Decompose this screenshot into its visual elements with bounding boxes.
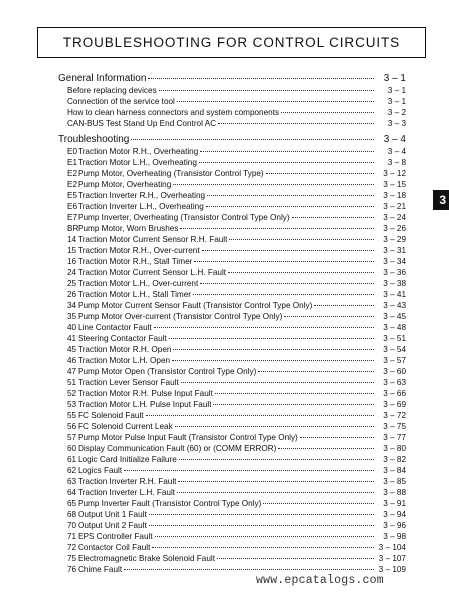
leader-dots bbox=[124, 569, 374, 570]
leader-dots bbox=[149, 514, 374, 515]
page-number: 3 – 72 bbox=[383, 411, 406, 420]
toc-entry[interactable] bbox=[58, 377, 406, 388]
general-items-list bbox=[58, 85, 406, 129]
leader-dots bbox=[146, 415, 374, 416]
toc-entry[interactable] bbox=[58, 553, 406, 564]
leader-dots bbox=[178, 481, 374, 482]
error-code: E2 bbox=[67, 169, 78, 178]
toc-entry[interactable] bbox=[58, 432, 406, 443]
error-code: 14 bbox=[67, 235, 77, 244]
leader-dots bbox=[217, 558, 374, 559]
page-number: 3 – 94 bbox=[383, 510, 406, 519]
leader-dots bbox=[200, 283, 374, 284]
leader-dots bbox=[207, 195, 374, 196]
page-number: 3 – 54 bbox=[383, 345, 406, 354]
toc-entry-title: Pump Motor Pulse Input Fault (Transistor Control Type Only) bbox=[78, 433, 298, 442]
leader-dots bbox=[124, 470, 374, 471]
page-number: 3 – 38 bbox=[383, 279, 406, 288]
toc-entry-title: Output Unit 2 Fault bbox=[78, 521, 147, 530]
leader-dots bbox=[149, 525, 374, 526]
toc-entry-title: Connection of the service tool bbox=[67, 97, 175, 106]
toc-entry[interactable] bbox=[58, 531, 406, 542]
leader-dots bbox=[155, 536, 374, 537]
toc-entry-title: Before replacing devices bbox=[67, 86, 157, 95]
toc-entry-title: Pump Motor Current Sensor Fault (Transistor Control Type Only) bbox=[78, 301, 313, 310]
page-number: 3 – 2 bbox=[387, 108, 406, 117]
error-code: 16 bbox=[67, 257, 77, 266]
error-code: 75 bbox=[67, 554, 77, 563]
toc-entry-title: Traction Motor R.H. Pulse Input Fault bbox=[78, 389, 213, 398]
error-code: 61 bbox=[67, 455, 77, 464]
toc-entry[interactable] bbox=[58, 355, 406, 366]
error-code: E7 bbox=[67, 213, 78, 222]
toc-entry[interactable] bbox=[58, 157, 406, 168]
page-number: 3 – 57 bbox=[383, 356, 406, 365]
toc-entry[interactable] bbox=[58, 388, 406, 399]
leader-dots bbox=[181, 382, 374, 383]
error-code: 76 bbox=[67, 565, 77, 574]
toc-entry[interactable] bbox=[58, 399, 406, 410]
error-code: E1 bbox=[67, 158, 78, 167]
troubleshooting-items-list bbox=[58, 146, 406, 575]
error-code: E2 bbox=[67, 180, 78, 189]
toc-entry-title: FC Solenoid Current Leak bbox=[78, 422, 173, 431]
toc-entry[interactable] bbox=[58, 465, 406, 476]
error-code: E6 bbox=[67, 202, 78, 211]
error-code: 70 bbox=[67, 521, 77, 530]
toc-entry-title: Output Unit 1 Fault bbox=[78, 510, 147, 519]
leader-dots bbox=[173, 349, 374, 350]
page-number: 3 – 85 bbox=[383, 477, 406, 486]
page-number: 3 – 91 bbox=[383, 499, 406, 508]
error-code: 68 bbox=[67, 510, 77, 519]
error-code: 71 bbox=[67, 532, 77, 541]
toc-entry-title: Traction Motor Current Sensor R.H. Fault bbox=[78, 235, 228, 244]
page-number: 3 – 88 bbox=[383, 488, 406, 497]
section-heading-label: Troubleshooting bbox=[58, 134, 130, 145]
toc-entry[interactable] bbox=[58, 118, 406, 129]
page-number: 3 – 69 bbox=[383, 400, 406, 409]
section-heading-label: General Information bbox=[58, 73, 147, 84]
toc-entry-title: Traction Motor R.H., Overheating bbox=[78, 147, 199, 156]
page-number: 3 – 12 bbox=[383, 169, 406, 178]
page-number: 3 – 109 bbox=[378, 565, 406, 574]
toc-entry[interactable] bbox=[58, 421, 406, 432]
toc-entry-title: FC Solenoid Fault bbox=[78, 411, 144, 420]
error-code: 56 bbox=[67, 422, 77, 431]
error-code: 52 bbox=[67, 389, 77, 398]
leader-dots bbox=[263, 503, 374, 504]
leader-dots bbox=[180, 228, 374, 229]
page-number: 3 – 36 bbox=[383, 268, 406, 277]
page-number: 3 – 96 bbox=[383, 521, 406, 530]
toc-entry[interactable] bbox=[58, 498, 406, 509]
error-code: 53 bbox=[67, 400, 77, 409]
page-title: TROUBLESHOOTING FOR CONTROL CIRCUITS bbox=[62, 35, 401, 50]
page-number: 3 – 1 bbox=[387, 97, 406, 106]
leader-dots bbox=[200, 151, 374, 152]
toc-entry[interactable] bbox=[58, 520, 406, 531]
error-code: 57 bbox=[67, 433, 77, 442]
toc-entry[interactable] bbox=[58, 487, 406, 498]
toc-entry-title: Traction Inverter R.H., Overheating bbox=[78, 191, 206, 200]
page-number: 3 – 21 bbox=[383, 202, 406, 211]
toc-entry[interactable] bbox=[58, 454, 406, 465]
error-code: 65 bbox=[67, 499, 77, 508]
page-number: 3 – 98 bbox=[383, 532, 406, 541]
toc-entry-title: Pump Motor, Overheating (Transistor Control Type) bbox=[78, 169, 264, 178]
toc-entry-title: Pump Inverter, Overheating (Transistor Control Type Only) bbox=[78, 213, 290, 222]
page-number: 3 – 48 bbox=[383, 323, 406, 332]
toc-entry-title: Chime Fault bbox=[78, 565, 123, 574]
leader-dots bbox=[194, 261, 374, 262]
page-number: 3 – 41 bbox=[383, 290, 406, 299]
error-code: E0 bbox=[67, 147, 78, 156]
leader-dots bbox=[228, 272, 374, 273]
toc-entry[interactable] bbox=[58, 234, 406, 245]
toc-entry[interactable] bbox=[58, 179, 406, 190]
leader-dots bbox=[175, 426, 374, 427]
leader-dots bbox=[278, 448, 374, 449]
toc-entry[interactable] bbox=[58, 333, 406, 344]
toc-entry[interactable] bbox=[58, 278, 406, 289]
page-number: 3 – 60 bbox=[383, 367, 406, 376]
toc-entry[interactable] bbox=[58, 146, 406, 157]
toc-entry[interactable] bbox=[58, 168, 406, 179]
toc-entry-title: Pump Motor Over-current (Transistor Control Type Only) bbox=[78, 312, 283, 321]
toc-entry-title: Traction Motor L.H., Over-current bbox=[78, 279, 199, 288]
toc-entry[interactable] bbox=[58, 96, 406, 107]
leader-dots bbox=[172, 360, 374, 361]
leader-dots bbox=[266, 173, 374, 174]
page-number: 3 – 107 bbox=[378, 554, 406, 563]
page-number: 3 – 82 bbox=[383, 455, 406, 464]
leader-dots bbox=[213, 404, 374, 405]
toc-entry[interactable] bbox=[58, 201, 406, 212]
section-heading-troubleshooting[interactable] bbox=[58, 134, 406, 146]
page-number: 3 – 104 bbox=[378, 543, 406, 552]
leader-dots bbox=[229, 239, 374, 240]
error-code: E5 bbox=[67, 191, 78, 200]
leader-dots bbox=[215, 393, 374, 394]
page-number: 3 – 51 bbox=[383, 334, 406, 343]
toc-entry[interactable] bbox=[58, 311, 406, 322]
page-number: 3 – 1 bbox=[383, 73, 406, 84]
toc-entry[interactable] bbox=[58, 366, 406, 377]
leader-dots bbox=[314, 305, 374, 306]
toc-entry-title: Traction Motor Current Sensor L.H. Fault bbox=[78, 268, 227, 277]
leader-dots bbox=[169, 338, 374, 339]
toc-entry-title: Traction Inverter L.H. Fault bbox=[78, 488, 176, 497]
leader-dots bbox=[292, 217, 374, 218]
error-code: 60 bbox=[67, 444, 77, 453]
toc-entry-title: Traction Inverter R.H. Fault bbox=[78, 477, 177, 486]
leader-dots bbox=[284, 316, 374, 317]
toc-entry-title: Logic Card Initialize Failure bbox=[78, 455, 177, 464]
page-number: 3 – 45 bbox=[383, 312, 406, 321]
table-of-contents bbox=[58, 73, 406, 575]
leader-dots bbox=[148, 78, 374, 79]
toc-entry-title: CAN-BUS Test Stand Up End Control AC bbox=[67, 119, 217, 128]
page-number: 3 – 63 bbox=[383, 378, 406, 387]
toc-entry-title: Logics Fault bbox=[78, 466, 123, 475]
toc-entry[interactable] bbox=[58, 476, 406, 487]
error-code: 51 bbox=[67, 378, 77, 387]
page-number: 3 – 77 bbox=[383, 433, 406, 442]
leader-dots bbox=[199, 162, 374, 163]
toc-entry[interactable] bbox=[58, 443, 406, 454]
page-number: 3 – 4 bbox=[387, 147, 406, 156]
page-number: 3 – 43 bbox=[383, 301, 406, 310]
toc-entry[interactable] bbox=[58, 245, 406, 256]
watermark-text: www.epcatalogs.com bbox=[256, 574, 384, 587]
section-heading-general[interactable] bbox=[58, 73, 406, 85]
page-number: 3 – 3 bbox=[387, 119, 406, 128]
error-code: 72 bbox=[67, 543, 77, 552]
page-number: 3 – 31 bbox=[383, 246, 406, 255]
page-number: 3 – 24 bbox=[383, 213, 406, 222]
toc-entry[interactable] bbox=[58, 322, 406, 333]
leader-dots bbox=[218, 123, 374, 124]
leader-dots bbox=[193, 294, 374, 295]
toc-entry-title: Traction Inverter L.H., Overheating bbox=[78, 202, 204, 211]
toc-entry-title: Traction Motor R.H. Open bbox=[78, 345, 172, 354]
toc-entry-title: Traction Motor L.H. Pulse Input Fault bbox=[78, 400, 212, 409]
leader-dots bbox=[152, 547, 374, 548]
toc-entry-title: Traction Motor L.H., Stall Timer bbox=[78, 290, 191, 299]
toc-entry[interactable] bbox=[58, 267, 406, 278]
toc-entry[interactable] bbox=[58, 85, 406, 96]
chapter-tab: 3 bbox=[433, 190, 449, 210]
leader-dots bbox=[206, 206, 374, 207]
leader-dots bbox=[300, 437, 374, 438]
page-number: 3 – 29 bbox=[383, 235, 406, 244]
leader-dots bbox=[159, 90, 374, 91]
page-number: 3 – 84 bbox=[383, 466, 406, 475]
toc-entry[interactable] bbox=[58, 190, 406, 201]
page-number: 3 – 75 bbox=[383, 422, 406, 431]
toc-entry-title: Traction Motor R.H., Over-current bbox=[78, 246, 200, 255]
toc-entry-title: Pump Motor Open (Transistor Control Type Only) bbox=[78, 367, 257, 376]
page-number: 3 – 18 bbox=[383, 191, 406, 200]
toc-entry-title: Pump Motor, Worn Brushes bbox=[78, 224, 179, 233]
leader-dots bbox=[177, 101, 374, 102]
page-number: 3 – 26 bbox=[383, 224, 406, 233]
toc-entry-title: Line Contactor Fault bbox=[78, 323, 152, 332]
error-code: 46 bbox=[67, 356, 77, 365]
error-code: 47 bbox=[67, 367, 77, 376]
toc-entry[interactable] bbox=[58, 542, 406, 553]
error-code: 63 bbox=[67, 477, 77, 486]
leader-dots bbox=[179, 459, 374, 460]
toc-entry[interactable] bbox=[58, 223, 406, 234]
error-code: 64 bbox=[67, 488, 77, 497]
toc-entry-title: Traction Motor L.H. Open bbox=[78, 356, 171, 365]
error-code: 15 bbox=[67, 246, 77, 255]
error-code: 45 bbox=[67, 345, 77, 354]
toc-entry-title: Contactor Coil Fault bbox=[78, 543, 151, 552]
leader-dots bbox=[281, 112, 374, 113]
leader-dots bbox=[202, 250, 374, 251]
toc-entry-title: Steering Contactor Fault bbox=[78, 334, 167, 343]
error-code: 41 bbox=[67, 334, 77, 343]
toc-entry[interactable] bbox=[58, 256, 406, 267]
page-number: 3 – 1 bbox=[387, 86, 406, 95]
toc-entry[interactable] bbox=[58, 212, 406, 223]
leader-dots bbox=[154, 327, 374, 328]
error-code: 24 bbox=[67, 268, 77, 277]
toc-entry[interactable] bbox=[58, 410, 406, 421]
toc-entry[interactable] bbox=[58, 107, 406, 118]
toc-entry-title: Traction Lever Sensor Fault bbox=[78, 378, 179, 387]
error-code: 55 bbox=[67, 411, 77, 420]
error-code: 34 bbox=[67, 301, 77, 310]
error-code: 40 bbox=[67, 323, 77, 332]
error-code: 25 bbox=[67, 279, 77, 288]
page-number: 3 – 8 bbox=[387, 158, 406, 167]
error-code: 26 bbox=[67, 290, 77, 299]
error-code: 62 bbox=[67, 466, 77, 475]
leader-dots bbox=[177, 492, 374, 493]
page-number: 3 – 15 bbox=[383, 180, 406, 189]
toc-entry-title: Pump Inverter Fault (Transistor Control Type Only) bbox=[78, 499, 262, 508]
toc-entry[interactable] bbox=[58, 289, 406, 300]
leader-dots bbox=[258, 371, 374, 372]
toc-entry-title: Electromagnetic Brake Solenoid Fault bbox=[78, 554, 215, 563]
page-number: 3 – 4 bbox=[383, 134, 406, 145]
error-code: BR bbox=[67, 224, 79, 233]
page-number: 3 – 34 bbox=[383, 257, 406, 266]
toc-entry-title: Pump Motor, Overheating bbox=[78, 180, 172, 189]
leader-dots bbox=[173, 184, 374, 185]
error-code: 35 bbox=[67, 312, 77, 321]
toc-entry[interactable] bbox=[58, 300, 406, 311]
toc-entry-title: How to clean harness connectors and system components bbox=[67, 108, 280, 117]
toc-entry[interactable] bbox=[58, 344, 406, 355]
toc-entry-title: Traction Motor R.H., Stall Timer bbox=[78, 257, 193, 266]
leader-dots bbox=[131, 139, 374, 140]
page-number: 3 – 66 bbox=[383, 389, 406, 398]
toc-entry[interactable] bbox=[58, 509, 406, 520]
page-number: 3 – 80 bbox=[383, 444, 406, 453]
page-title-box bbox=[37, 27, 426, 58]
toc-entry-title: Display Communication Fault (60) or (COMM ERROR) bbox=[78, 444, 277, 453]
toc-entry-title: Traction Motor L.H., Overheating bbox=[78, 158, 197, 167]
toc-entry-title: EPS Controller Fault bbox=[78, 532, 153, 541]
